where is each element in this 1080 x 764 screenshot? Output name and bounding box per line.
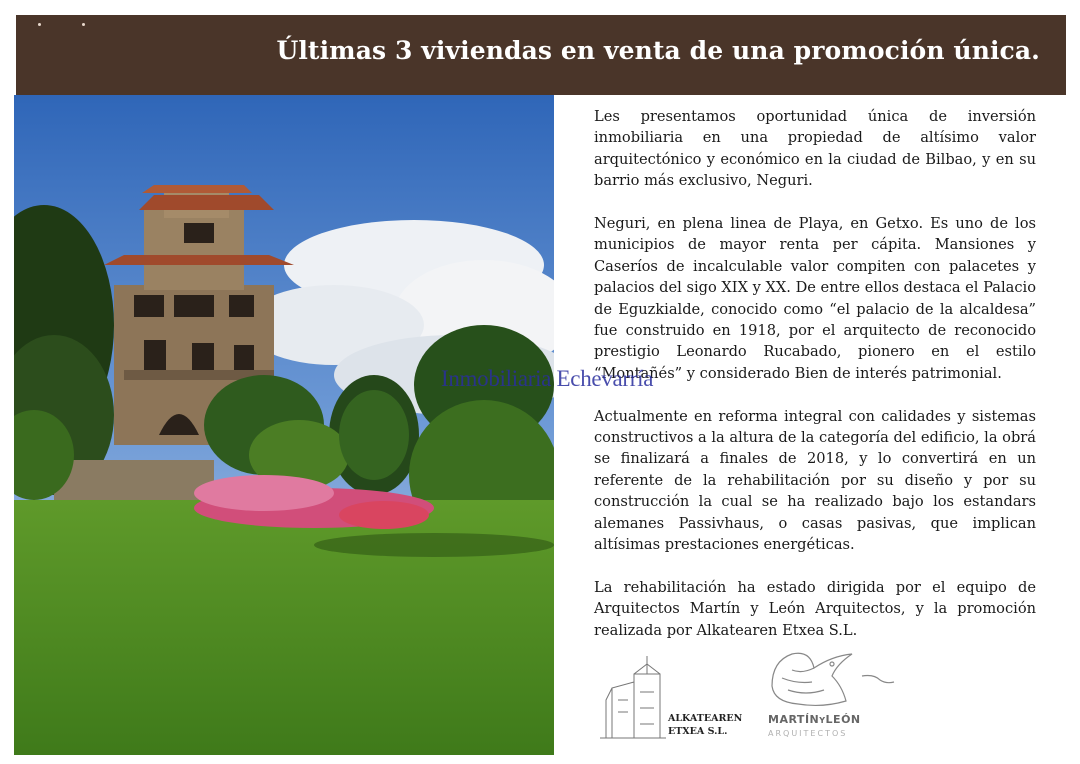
martin-leon-name-b: LEÓN <box>825 713 861 726</box>
scan-dot <box>82 23 85 26</box>
alkatearen-line1: ALKATEAREN <box>668 713 743 724</box>
alkatearen-line2: ETXEA S.L. <box>668 726 728 737</box>
martin-leon-subtitle: ARQUITECTOS <box>768 729 848 738</box>
watermark: Inmobiliaria Echevarría <box>441 366 654 391</box>
page-title: Últimas 3 viviendas en venta de una promoción única. <box>276 36 1040 65</box>
paragraph-intro: Les presentamos oportunidad única de inversión inmobiliaria en una propiedad de altísimo valor arquitectónico y económico en la ciudad de Bilbao, y en su barrio más exclusivo, Neguri. <box>594 108 1036 190</box>
paragraph-reforma: Actualmente en reforma integral con calidades y sistemas constructivos a la altura de la categoría del edificio, la obrá se finalizará a finales de 2018, y lo convertirá en un referente de la rehabilitación por su diseño y por su construcción la cual se ha realizado bajo los estandars alemanes Passivhaus, o casas pasivas, que implican altísimas prestaciones energéticas. <box>594 407 1036 554</box>
paragraph-rehabilitacion: La rehabilitación ha estado dirigida por el equipo de Arquitectos Martín y León Arquitectos, y la promoción realizada por Alkatearen Etxea S.L. <box>594 578 1036 639</box>
scan-dot <box>38 23 41 26</box>
martin-leon-name-a: MARTÍN <box>768 713 820 726</box>
alkatearen-name <box>668 712 742 738</box>
martin-leon-name <box>768 713 861 726</box>
header-band <box>16 15 1066 95</box>
villa-photo <box>14 95 554 755</box>
paragraph-neguri: Neguri, en plena linea de Playa, en Getxo. Es uno de los municipios de mayor renta per cápita. Mansiones y Caseríos de incalculable valor compiten con palacetes y palacios del sigo XIX y XX. De entre ellos destaca el Palacio de Eguzkialde, conocido como “el palacio de la alcaldesa” fue construido en 1918, por el arquitecto de reconocido prestigio Leonardo Rucabado, pionero en el estilo “Montañés” y considerado Bien de interés patrimonial. <box>594 215 1036 382</box>
martin-leon-name-y: Y <box>819 716 826 725</box>
description-text <box>594 106 1036 663</box>
